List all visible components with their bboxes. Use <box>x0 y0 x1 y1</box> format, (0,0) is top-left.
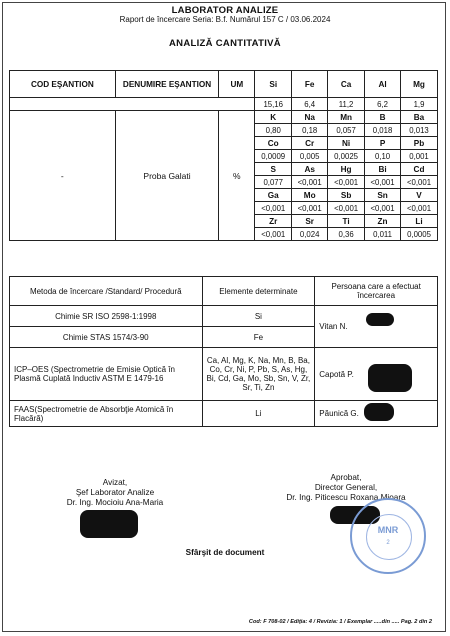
form-code: Cod: F 708-02 / Ediţia: 4 / Revizia: 1 / Exemplar .....din ..... Pag. 2 din 2 <box>248 619 432 625</box>
elements-determined: Li <box>202 401 315 427</box>
sig-left-line1: Avizat, <box>102 478 128 487</box>
element-symbol: Li <box>401 215 438 228</box>
element-symbol: P <box>365 137 401 150</box>
element-symbol: V <box>401 189 438 202</box>
redacted-signature <box>364 403 394 421</box>
elements-determined: Fe <box>202 327 315 348</box>
signature-right <box>262 473 430 503</box>
element-symbol: Ca <box>328 71 365 98</box>
element-value: 0,10 <box>365 150 401 163</box>
sig-right-line1: Aprobat, <box>330 473 362 482</box>
sample-code: - <box>10 111 116 241</box>
stamp-seal: MNR 2 <box>350 498 426 574</box>
element-symbol: Sb <box>328 189 365 202</box>
person-name: Capotă P. <box>315 348 438 401</box>
element-symbol: Ti <box>328 215 365 228</box>
col-header-code: COD EŞANTION <box>10 71 116 98</box>
element-symbol: Al <box>365 71 401 98</box>
sample-name: Proba Galati <box>115 111 219 241</box>
element-value: 0,0005 <box>401 228 438 241</box>
element-symbol: Mo <box>292 189 328 202</box>
method-name: Chimie SR ISO 2598-1:1998 <box>10 306 203 327</box>
element-symbol: Na <box>292 111 328 124</box>
element-symbol: Sn <box>365 189 401 202</box>
element-row <box>10 111 438 124</box>
element-value: 0,018 <box>365 124 401 137</box>
col-header-method: Metoda de încercare /Standard/ Procedură <box>10 277 203 306</box>
method-name: ICP–OES (Spectrometrie de Emisie Optică în Plasmă Cuplată Inductiv ASTM E 1479-16 <box>10 348 203 401</box>
element-value: <0,001 <box>255 202 292 215</box>
element-symbol: Ni <box>328 137 365 150</box>
element-value: <0,001 <box>365 202 401 215</box>
element-symbol: Zn <box>365 215 401 228</box>
redacted-signature <box>366 313 394 326</box>
element-value: 6,2 <box>365 98 401 111</box>
method-name: Chimie STAS 1574/3-90 <box>10 327 203 348</box>
element-symbol: B <box>365 111 401 124</box>
element-row <box>10 71 438 98</box>
element-value: 11,2 <box>328 98 365 111</box>
sig-right-line3: Dr. Ing. Piticescu Roxana Mioara <box>286 493 406 502</box>
element-symbol: Hg <box>328 163 365 176</box>
element-value: <0,001 <box>292 202 328 215</box>
header-spacer <box>10 98 255 111</box>
method-name: FAAS(Spectrometrie de Absorbţie Atomică în Flacără) <box>10 401 203 427</box>
element-value: <0,001 <box>401 202 438 215</box>
element-value: 0,0025 <box>328 150 365 163</box>
col-header-um: UM <box>219 71 255 98</box>
element-symbol: Mn <box>328 111 365 124</box>
person-name: Păunică G. <box>315 401 438 427</box>
element-value: 0,80 <box>255 124 292 137</box>
element-value: 15,16 <box>255 98 292 111</box>
elements-determined: Ca, Al, Mg, K, Na, Mn, B, Ba, Co, Cr, Ni, P, Pb, S, As, Hg, Bi, Cd, Ga, Mo, Sb, Sn, V, Zr, Sr, Ti, Zn <box>202 348 315 401</box>
element-value: 0,013 <box>401 124 438 137</box>
signature-left <box>30 478 200 508</box>
element-symbol: Cr <box>292 137 328 150</box>
element-symbol: Zr <box>255 215 292 228</box>
element-symbol: Sr <box>292 215 328 228</box>
element-symbol: K <box>255 111 292 124</box>
element-value: 0,057 <box>328 124 365 137</box>
element-value: 0,36 <box>328 228 365 241</box>
element-value: <0,001 <box>328 202 365 215</box>
element-value: <0,001 <box>255 228 292 241</box>
element-value: <0,001 <box>328 176 365 189</box>
element-symbol: Bi <box>365 163 401 176</box>
element-symbol: S <box>255 163 292 176</box>
element-value: 0,024 <box>292 228 328 241</box>
element-value: 6,4 <box>292 98 328 111</box>
element-value: 0,18 <box>292 124 328 137</box>
element-value: 0,005 <box>292 150 328 163</box>
sig-left-line2: Şef Laborator Analize <box>75 488 155 497</box>
sig-left-line3: Dr. Ing. Mocioiu Ana-Maria <box>66 498 164 507</box>
element-symbol: Pb <box>401 137 438 150</box>
redacted-signature <box>368 364 412 392</box>
results-table <box>9 70 438 241</box>
element-value: 0,077 <box>255 176 292 189</box>
report-number: Raport de încercare Seria: B.f. Numărul 157 C / 03.06.2024 <box>119 15 331 24</box>
person-name: Vitan N. <box>315 306 438 348</box>
section-title: ANALIZĂ CANTITATIVĂ <box>169 38 281 49</box>
col-header-person: Persoana care a efectuat încercarea <box>315 277 438 306</box>
element-symbol: Cd <box>401 163 438 176</box>
element-value: 0,011 <box>365 228 401 241</box>
elements-determined: Si <box>202 306 315 327</box>
element-value: <0,001 <box>365 176 401 189</box>
element-symbol: Fe <box>292 71 328 98</box>
redacted-signature <box>80 510 138 538</box>
element-symbol: Mg <box>401 71 438 98</box>
unit: % <box>219 111 255 241</box>
col-header-elements: Elemente determinate <box>202 277 315 306</box>
col-header-name: DENUMIRE EŞANTION <box>115 71 219 98</box>
element-symbol: As <box>292 163 328 176</box>
lab-name: LABORATOR ANALIZE <box>171 5 279 16</box>
value-row <box>10 98 438 111</box>
element-value: 0,0009 <box>255 150 292 163</box>
element-symbol: Ga <box>255 189 292 202</box>
element-symbol: Ba <box>401 111 438 124</box>
sig-right-line2: Director General, <box>314 483 378 492</box>
element-value: <0,001 <box>401 176 438 189</box>
end-of-document: Sfârşit de document <box>185 548 265 557</box>
element-value: 0,001 <box>401 150 438 163</box>
element-value: 1,9 <box>401 98 438 111</box>
element-symbol: Co <box>255 137 292 150</box>
element-symbol: Si <box>255 71 292 98</box>
element-value: <0,001 <box>292 176 328 189</box>
